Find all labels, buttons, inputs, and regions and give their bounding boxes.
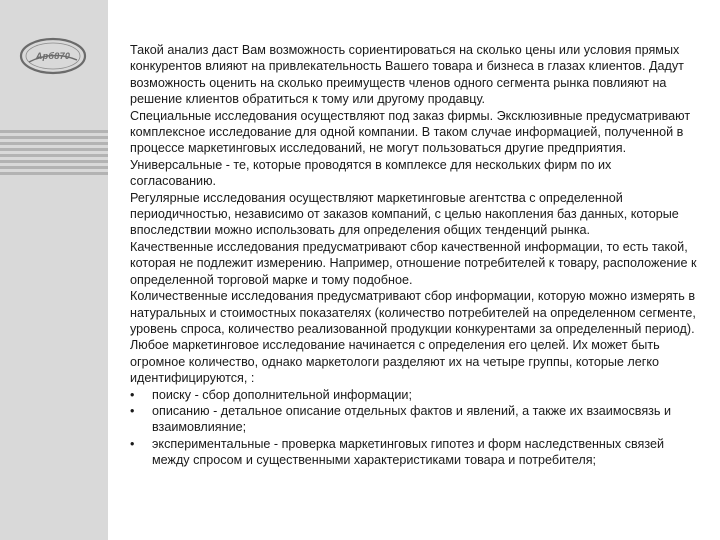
company-logo: [19, 36, 87, 76]
list-item-text: экспериментальные - проверка маркетинговых гипотез и форм наследственных связей между спросом и существенными характеристиками товара и потребителя;: [152, 436, 665, 468]
logo-text: Арб870: [35, 51, 71, 61]
bullet-icon: •: [130, 403, 135, 418]
list-item-text: описанию - детальное описание отдельных фактов и явлений, а также их взаимосвязь и взаимовлияние;: [152, 403, 672, 435]
decorative-stripes: [0, 130, 108, 178]
bullet-icon: •: [130, 436, 135, 451]
list-item: [130, 387, 700, 403]
bullet-icon: •: [130, 387, 135, 402]
paragraph: Количественные исследования предусматривают сбор информации, которую можно измерять в натуральных и стоимостных показателях (количество потребителей на определенном сегменте, уровень спроса, количество реализованной продукции конкурентами за определенный период). Любое маркетинговое исследование начинается с определения его целей. Их может быть огромное количество, однако маркетологи разделяют их на четыре группы, которые легко идентифицируются, :: [130, 289, 696, 386]
list-item-text: поиску - сбор дополнительной информации;: [152, 387, 412, 402]
bullet-list: [130, 387, 700, 469]
list-item: [130, 403, 700, 436]
paragraph: Регулярные исследования осуществляют маркетинговые агентства с определенной периодичностью, независимо от заказов компаний, с целью накопления баз данных, которые впоследствии можно использовать для определения общих тенденций рынка.: [130, 190, 679, 238]
list-item: [130, 436, 700, 469]
sidebar-panel: [0, 0, 108, 540]
document-body: [130, 42, 700, 469]
paragraph: Специальные исследования осуществляют под заказ фирмы. Эксклюзивные предусматривают комплексное исследование для одной компании. В таком случае информацией, полученной в процессе маркетинговых исследований, не могут пользоваться другие предприятия. Универсальные - те, которые проводятся в комплексе для нескольких фирм по их согласованию.: [130, 108, 691, 189]
paragraph: Качественные исследования предусматривают сбор качественной информации, то есть такой, которая не подлежит измерению. Например, отношение потребителей к товару, расположение к определенной торговой марке и тому подобное.: [130, 239, 697, 287]
paragraph: Такой анализ даст Вам возможность сориентироваться на сколько цены или условия прямых конкурентов влияют на привлекательность Вашего товара и бизнеса в глазах клиентов. Дадут возможность оценить на сколько преимуществ членов одного сегмента рынка повлияют на решение клиентов обратиться к тому или другому продавцу.: [130, 43, 684, 107]
